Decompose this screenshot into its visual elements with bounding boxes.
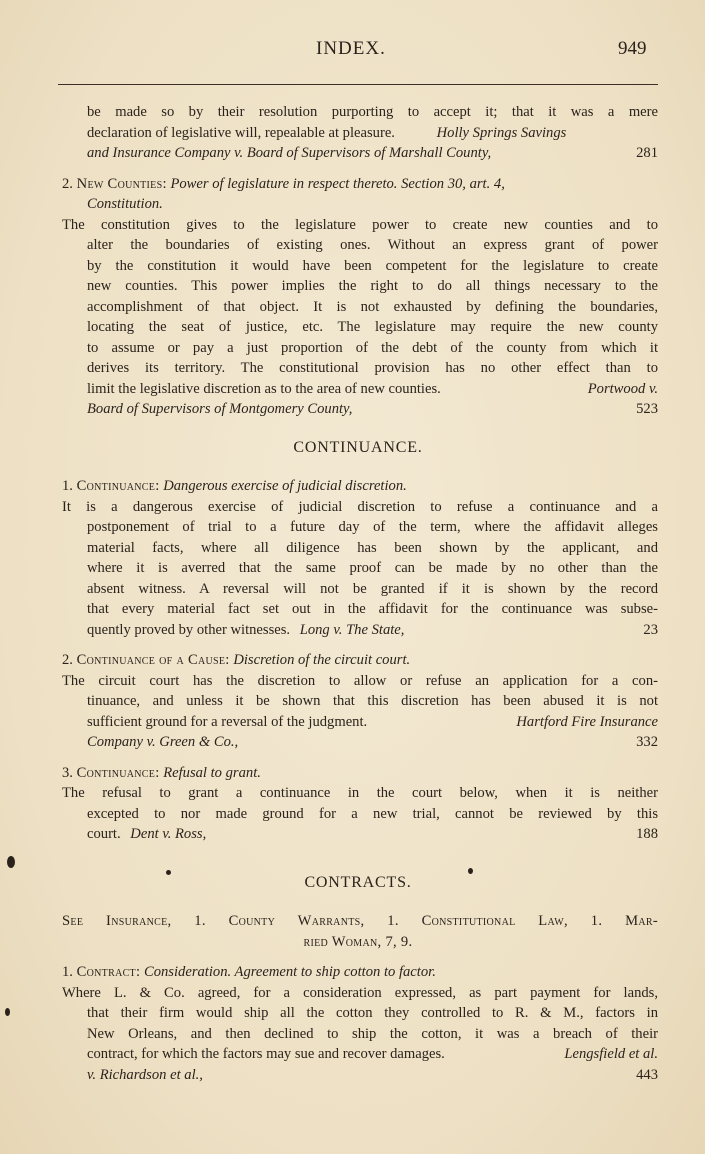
entry-line: The refusal to grant a continuance in the court below, when it is neither bbox=[62, 785, 658, 801]
entry-line-cite bbox=[58, 143, 658, 164]
entry-line: tinuance, and unless it be shown that this discretion has been abused it is not bbox=[87, 693, 658, 709]
entry-line: excepted to nor made ground for a new trial, cannot be reviewed by this bbox=[87, 805, 658, 822]
case-citation: v. Richardson et al., bbox=[87, 1066, 203, 1083]
entry-heading: 2. New Counties: Power of legislature in respect thereto. Section 30, art. 4, bbox=[62, 175, 505, 192]
entry-line: alter the boundaries of existing ones. Without an express grant of power bbox=[87, 237, 658, 253]
entry-line: derives its territory. The constitutional provision has no other effect than to bbox=[87, 360, 658, 376]
entry-line: contract, for which the factors may sue and recover damages. Lengsfield et al. bbox=[58, 1044, 658, 1065]
entry-line: declaration of legislative will, repealable at pleasure. Holly Springs Savings bbox=[87, 124, 567, 141]
see-also-line: ried Woman, 7, 9. bbox=[303, 933, 413, 950]
entry-head: Continuance: bbox=[76, 764, 160, 781]
entry-topic: Consideration. Agreement to ship cotton to factor. bbox=[143, 964, 436, 980]
entry-line-cite bbox=[58, 732, 658, 753]
entry-line-cite: court. Dent v. Ross, 188 bbox=[58, 824, 658, 845]
entry-heading: 1. Continuance: Dangerous exercise of judicial discretion. bbox=[62, 478, 407, 494]
case-citation: Hartford Fire Insurance bbox=[516, 713, 658, 730]
entry-line: Where L. & Co. agreed, for a consideration expressed, as part payment for lands, bbox=[62, 984, 658, 1001]
entry-line: that every material fact set out in the affidavit for the continuance was subse- bbox=[87, 601, 658, 617]
case-citation: Company v. Green & Co., bbox=[87, 734, 239, 750]
entry-head: Continuance: bbox=[76, 478, 160, 494]
section-heading-continuance: CONTINUANCE. bbox=[293, 438, 423, 456]
case-citation: Long v. The State, bbox=[299, 621, 405, 638]
case-citation: Lengsfield et al. bbox=[564, 1046, 658, 1062]
case-citation: Portwood v. bbox=[587, 380, 658, 397]
entry-heading: 3. Continuance: Refusal to grant. bbox=[62, 764, 261, 781]
section-heading-contracts: CONTRACTS. bbox=[304, 873, 412, 891]
case-citation: Dent v. Ross, bbox=[130, 826, 207, 842]
entry-line: The constitution gives to the legislature power to create new counties and to bbox=[62, 216, 658, 233]
header-rule bbox=[58, 84, 658, 85]
entry-line: sufficient ground for a reversal of the judgment. Hartford Fire Insurance bbox=[58, 712, 658, 733]
entry-line: absent witness. A reversal will not be granted if it is shown by the record bbox=[87, 580, 658, 597]
entry-line: material facts, where all diligence has been shown by the applicant, and bbox=[87, 539, 658, 556]
page-number: 949 bbox=[618, 38, 647, 59]
cite-page: 332 bbox=[636, 734, 658, 750]
entry-line: accomplishment of that object. It is not exhausted by defining the boundaries, bbox=[87, 298, 658, 315]
cite-page: 443 bbox=[636, 1066, 658, 1083]
cite-page: 523 bbox=[636, 401, 658, 417]
entry-line: be made so by their resolution purporting to accept it; that it was a mere bbox=[87, 104, 658, 120]
entry-line: where it is averred that the same proof can be made by no other than the bbox=[87, 560, 658, 576]
case-citation: Holly Springs Savings bbox=[436, 124, 567, 141]
entry-heading: 1. Contract: Consideration. Agreement to ship cotton to factor. bbox=[62, 964, 436, 980]
entry-topic: Power of legislature in respect thereto. Section 30, art. 4, bbox=[170, 175, 505, 192]
entry-line: locating the seat of justice, etc. The legislature may require the new county bbox=[87, 319, 658, 335]
entry-line: New Orleans, and then declined to ship the cotton, it was a breach of their bbox=[87, 1025, 658, 1042]
case-citation: and Insurance Company v. Board of Supervisors of Marshall County, bbox=[87, 145, 492, 161]
entry-head: New Counties: bbox=[76, 175, 167, 192]
cite-page: 23 bbox=[643, 621, 658, 638]
entry-line-cite: quently proved by other witnesses. Long v. The State, 23 bbox=[58, 620, 658, 641]
entry-line-cite bbox=[58, 1065, 658, 1086]
entry-line: new counties. This power implies the right to do all things necessary to the bbox=[87, 278, 658, 294]
entry-line: that their firm would ship all the cotton they controlled to R. & M., factors in bbox=[87, 1005, 658, 1021]
entry-heading: 2. Continuance of a Cause: Discretion of the circuit court. bbox=[62, 652, 411, 668]
case-citation: Board of Supervisors of Montgomery County, bbox=[87, 401, 353, 417]
entry-line: to assume or pay a just proportion of the debt of the county from which it bbox=[87, 339, 658, 356]
entry-line: It is a dangerous exercise of judicial discretion to refuse a continuance and a bbox=[62, 498, 658, 515]
entry-line-cite bbox=[58, 399, 658, 420]
ink-speck bbox=[468, 868, 473, 874]
entry-line: by the constitution it would have been competent for the legislature to create bbox=[87, 257, 658, 274]
entry-topic-cont: Constitution. bbox=[87, 196, 163, 212]
entry-line: limit the legislative discretion as to the area of new counties. Portwood v. bbox=[58, 379, 658, 400]
ink-speck bbox=[7, 856, 15, 868]
entry-line: postponement of trial to a future day of the term, where the affidavit alleges bbox=[87, 519, 658, 535]
entry-topic: Dangerous exercise of judicial discretion. bbox=[163, 478, 407, 494]
entry-head: Continuance of a Cause: bbox=[76, 652, 230, 668]
entry-line: The circuit court has the discretion to allow or refuse an application for a con- bbox=[62, 672, 658, 689]
ink-speck bbox=[5, 1008, 10, 1016]
see-also-line: See Insurance, 1. County Warrants, 1. Constitutional Law, 1. Mar- bbox=[62, 913, 658, 929]
cite-page: 281 bbox=[636, 145, 658, 161]
entry-head: Contract: bbox=[76, 964, 141, 980]
ink-speck bbox=[166, 870, 171, 875]
entry-topic: Discretion of the circuit court. bbox=[233, 652, 411, 668]
index-body bbox=[58, 102, 658, 1085]
entry-topic: Refusal to grant. bbox=[163, 764, 261, 781]
running-header-title: INDEX. bbox=[316, 38, 386, 59]
cite-page: 188 bbox=[636, 826, 658, 842]
